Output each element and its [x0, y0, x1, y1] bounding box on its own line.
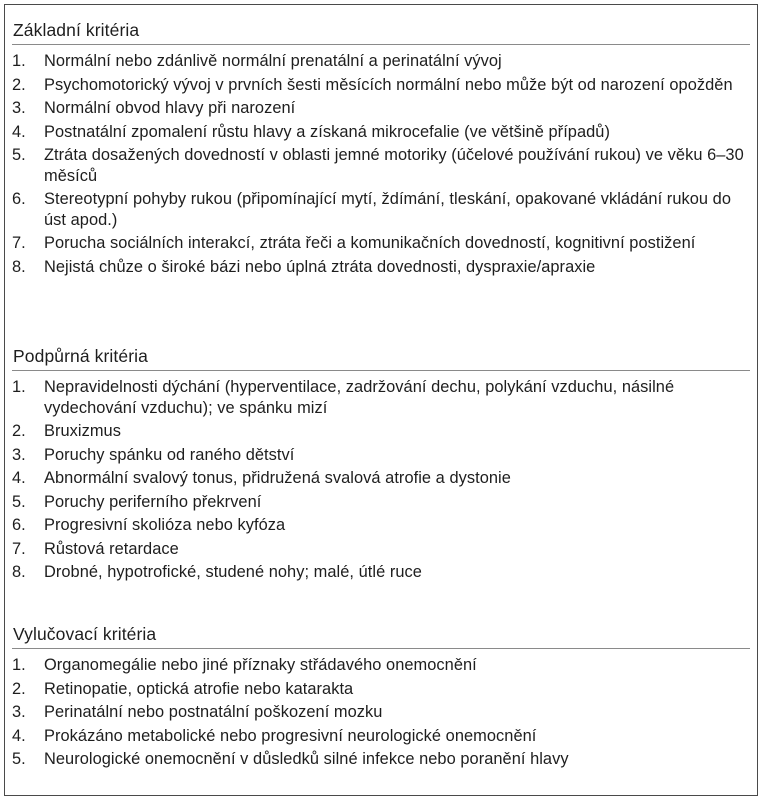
- list-item: [12, 421, 750, 442]
- item-text: Perinatální nebo postnatální poškození mozku: [44, 703, 383, 721]
- item-number: 7.: [12, 234, 26, 252]
- list-item: [12, 233, 750, 254]
- item-number: 1.: [12, 656, 26, 674]
- item-text: Ztráta dosažených dovedností v oblasti jemné motoriky (účelové používání rukou) ve věku 6–30 měsíců: [44, 146, 744, 185]
- item-text: Poruchy spánku od raného dětství: [44, 445, 295, 464]
- item-number: 3.: [12, 99, 26, 117]
- item-text: Neurologické onemocnění v důsledků silné infekce nebo poranění hlavy: [44, 750, 569, 768]
- item-number: 4.: [12, 469, 26, 487]
- item-text: Prokázáno metabolické nebo progresivní neurologické onemocnění: [44, 726, 537, 745]
- item-number: 7.: [12, 539, 26, 558]
- item-text: Retinopatie, optická atrofie nebo katarakta: [44, 679, 354, 698]
- list-item: [12, 75, 750, 96]
- list-item: [12, 539, 750, 560]
- list-item: [12, 468, 750, 489]
- section-basic-criteria: [12, 15, 750, 280]
- item-number: 2.: [12, 679, 26, 698]
- item-text: Drobné, hypotrofické, studené nohy; malé, útlé ruce: [44, 563, 422, 581]
- section-supportive-criteria: [12, 341, 750, 586]
- item-number: 5.: [12, 492, 26, 511]
- item-number: 4.: [12, 726, 26, 745]
- item-number: 3.: [12, 445, 26, 464]
- section-heading: Vylučovací kritéria: [12, 619, 750, 649]
- list-item: [12, 145, 750, 186]
- item-number: 6.: [12, 190, 26, 208]
- item-number: 1.: [12, 52, 26, 70]
- item-number: 5.: [12, 750, 26, 768]
- item-text: Progresivní skolióza nebo kyfóza: [44, 516, 286, 534]
- item-number: 1.: [12, 378, 26, 396]
- item-text: Postnatální zpomalení růstu hlavy a získaná mikrocefalie (ve většině případů): [44, 122, 610, 141]
- item-text: Nepravidelnosti dýchání (hyperventilace, zadržování dechu, polykání vzduchu, násilné vydechování vzduchu); ve spánku mizí: [44, 378, 675, 417]
- criteria-table: [4, 4, 758, 796]
- item-number: 2.: [12, 422, 26, 440]
- list-item: [12, 655, 750, 676]
- item-text: Bruxizmus: [44, 422, 121, 440]
- list-item: [12, 726, 750, 747]
- list-item: [12, 98, 750, 119]
- list-item: [12, 749, 750, 770]
- list-item: [12, 562, 750, 583]
- criteria-list: [12, 655, 750, 770]
- list-item: [12, 679, 750, 700]
- list-item: [12, 515, 750, 536]
- item-number: 6.: [12, 516, 26, 534]
- section-heading: Podpůrná kritéria: [12, 341, 750, 371]
- item-text: Psychomotorický vývoj v prvních šesti měsících normální nebo může být od narození opožděn: [44, 75, 733, 94]
- item-number: 3.: [12, 703, 26, 721]
- item-text: Abnormální svalový tonus, přidružená svalová atrofie a dystonie: [44, 469, 511, 487]
- item-text: Porucha sociálních interakcí, ztráta řeči a komunikačních dovedností, kognitivní postižení: [44, 234, 696, 252]
- list-item: [12, 51, 750, 72]
- item-number: 5.: [12, 146, 26, 164]
- item-text: Normální obvod hlavy při narození: [44, 99, 296, 117]
- list-item: [12, 445, 750, 466]
- item-text: Normální nebo zdánlivě normální prenatální a perinatální vývoj: [44, 52, 502, 70]
- item-text: Organomegálie nebo jiné příznaky střádavého onemocnění: [44, 656, 477, 674]
- list-item: [12, 492, 750, 513]
- item-text: Stereotypní pohyby rukou (připomínající mytí, ždímání, tleskání, opakované vkládání rukou do úst apod.): [44, 190, 731, 229]
- criteria-list: [12, 377, 750, 583]
- item-text: Růstová retardace: [44, 539, 179, 558]
- list-item: [12, 189, 750, 230]
- section-exclusion-criteria: [12, 619, 750, 773]
- item-number: 4.: [12, 122, 26, 141]
- item-number: 8.: [12, 563, 26, 581]
- list-item: [12, 377, 750, 418]
- item-number: 8.: [12, 257, 26, 276]
- item-text: Nejistá chůze o široké bázi nebo úplná ztráta dovednosti, dyspraxie/apraxie: [44, 257, 596, 276]
- criteria-list: [12, 51, 750, 277]
- item-text: Poruchy periferního překrvení: [44, 492, 262, 511]
- list-item: [12, 702, 750, 723]
- section-heading: Základní kritéria: [12, 15, 750, 45]
- item-number: 2.: [12, 75, 26, 94]
- list-item: [12, 122, 750, 143]
- list-item: [12, 257, 750, 278]
